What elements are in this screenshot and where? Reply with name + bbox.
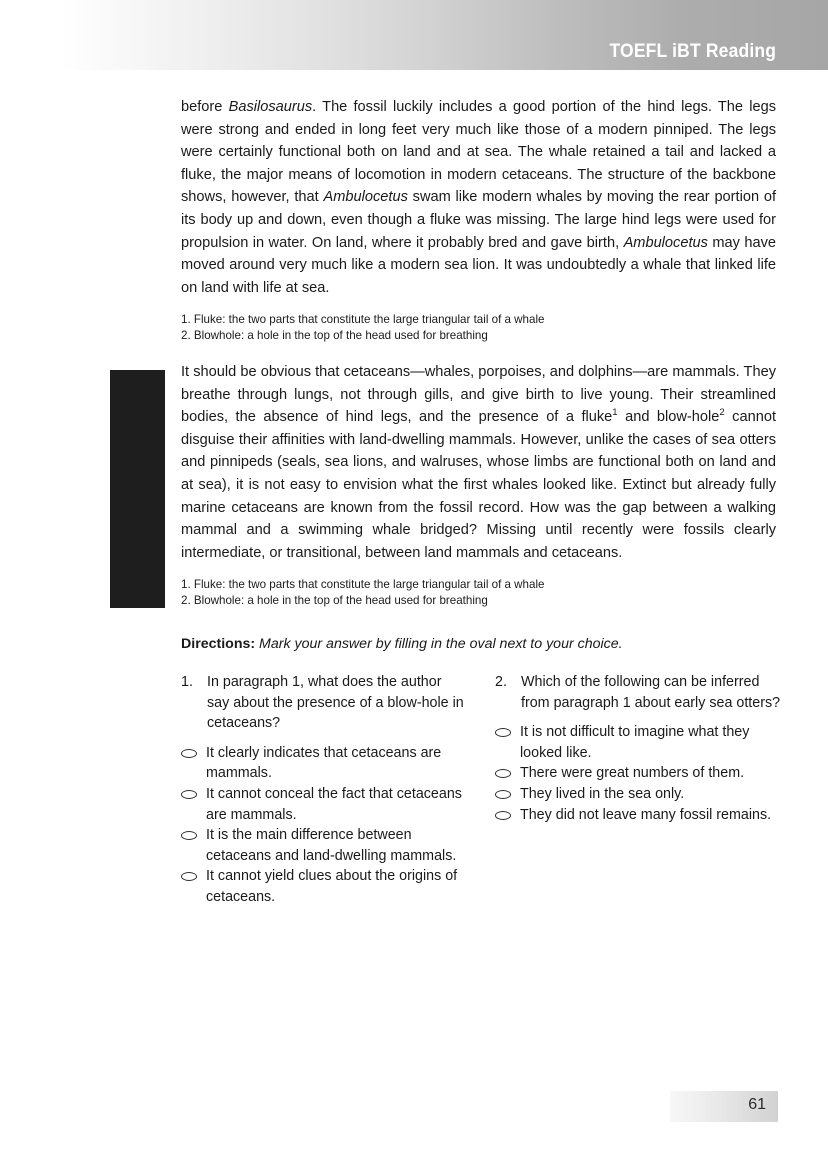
question-1-number: 1. (181, 674, 193, 690)
footnote-marker-1: 1 (612, 407, 618, 419)
oval-icon[interactable] (495, 790, 511, 799)
p1-italic-ambulocetus-b: Ambulocetus (623, 234, 708, 251)
directions-label: Directions: (181, 636, 256, 652)
question-2-option-a[interactable] (495, 722, 781, 763)
p1-italic-ambulocetus-a: Ambulocetus (323, 189, 408, 206)
p2-seg-1: It should be obvious that cetaceans—whales, porpoises, and dolphins—are mammals. They breathe through lungs, not through gills, and give birth to live young. Their streamlined bodies, the absence of hind legs, and the presence of a fluke (181, 364, 776, 426)
question-column-left (181, 672, 467, 908)
questions-area (181, 672, 781, 908)
question-1-prompt: In paragraph 1, what does the author say about the presence of a blow-hole in cetaceans? (207, 674, 464, 732)
question-1-header (181, 672, 467, 734)
footnote-marker-2: 2 (719, 407, 725, 419)
footnote-one-blowhole: 2. Blowhole: a hole in the top of the head used for breathing (181, 328, 488, 342)
question-2-option-a-label: It is not difficult to imagine what they looked like. (520, 724, 750, 761)
question-1-option-d[interactable] (181, 866, 467, 907)
question-1-option-a-label: It clearly indicates that cetaceans are mammals. (206, 744, 442, 782)
question-2-option-d-label: They did not leave many fossil remains. (520, 806, 772, 823)
passage-two-block (181, 361, 776, 608)
footnotes-group-one (181, 312, 776, 343)
oval-icon[interactable] (181, 872, 197, 881)
question-2-option-b[interactable] (495, 763, 781, 784)
question-1-option-a[interactable] (181, 743, 467, 784)
directions-text: Mark your answer by filling in the oval next to your choice. (255, 636, 623, 652)
passage-one-block (181, 96, 776, 343)
question-2-option-d[interactable] (495, 805, 781, 826)
question-2-option-c[interactable] (495, 784, 781, 805)
page-header-band (0, 0, 828, 70)
page-number-footer (670, 1091, 778, 1122)
footnotes-group-two (181, 577, 776, 608)
p2-seg-2: and blow-hole (617, 409, 720, 426)
black-side-bar (110, 370, 165, 608)
question-1-option-b[interactable] (181, 784, 467, 825)
oval-icon[interactable] (495, 811, 511, 820)
p1-seg-1: before (181, 99, 229, 115)
footnote-two-blowhole: 2. Blowhole: a hole in the top of the head used for breathing (181, 593, 488, 607)
question-column-right (495, 672, 781, 908)
passage-one-text (181, 96, 776, 299)
question-1-option-c-label: It is the main difference between cetaceans and land-dwelling mammals. (206, 827, 457, 864)
question-2-header (495, 672, 781, 713)
question-1-option-c[interactable] (181, 825, 467, 866)
p2-seg-3: cannot disguise their affinities with land-dwelling mammals. However, unlike the cases of sea otters and pinnipeds (seals, sea lions, and walruses, whose limbs are functional both on land and at sea), it is not easy to envision what the first whales looked like. Extinct but already fully marine cetaceans are known from the fossil record. How was the gap between a walking mammal and a swimming whale bridged? Missing until recently were fossils clearly intermediate, or transitional, between land mammals and cetaceans. (181, 409, 776, 561)
p1-italic-basilosaurus: Basilosaurus (228, 99, 313, 115)
question-1-option-d-label: It cannot yield clues about the origins of cetaceans. (206, 868, 458, 905)
footnote-one-fluke: 1. Fluke: the two parts that constitute the large triangular tail of a whale (181, 313, 545, 327)
p1-seg-2: . The fossil luckily includes a good portion of the hind legs. The legs were strong and ended in long feet very much like those of a modern pinniped. The legs were certainly functional both on land and at sea. The whale retained a tail and lacked a fluke, the major means of locomotion in modern cetaceans. The structure of the backbone shows, however, that (181, 99, 776, 206)
oval-icon[interactable] (181, 790, 197, 799)
oval-icon[interactable] (181, 831, 197, 840)
question-2-option-c-label: They lived in the sea only. (520, 785, 685, 802)
question-2-prompt: Which of the following can be inferred from paragraph 1 about early sea otters? (521, 674, 781, 711)
question-1-option-b-label: It cannot conceal the fact that cetaceans are mammals. (206, 785, 462, 823)
oval-icon[interactable] (495, 769, 511, 778)
passage-two-text (181, 361, 776, 564)
p1-seg-4: may have moved around very much like a modern sea lion. It was undoubtedly a whale that linked life on land with life at sea. (181, 234, 777, 296)
page-header-title: TOEFL iBT Reading (609, 41, 776, 62)
question-2-option-b-label: There were great numbers of them. (520, 765, 745, 782)
oval-icon[interactable] (181, 749, 197, 758)
question-2-number: 2. (495, 674, 507, 690)
oval-icon[interactable] (495, 728, 511, 737)
footnote-two-fluke: 1. Fluke: the two parts that constitute the large triangular tail of a whale (181, 578, 545, 592)
page-number: 61 (748, 1096, 766, 1113)
p1-seg-3: swam like modern whales by moving the rear portion of its body up and down, even though a fluke was missing. The large hind legs were used for propulsion in water. On land, where it probably bred and gave birth, (181, 189, 777, 251)
directions-line (181, 634, 776, 654)
